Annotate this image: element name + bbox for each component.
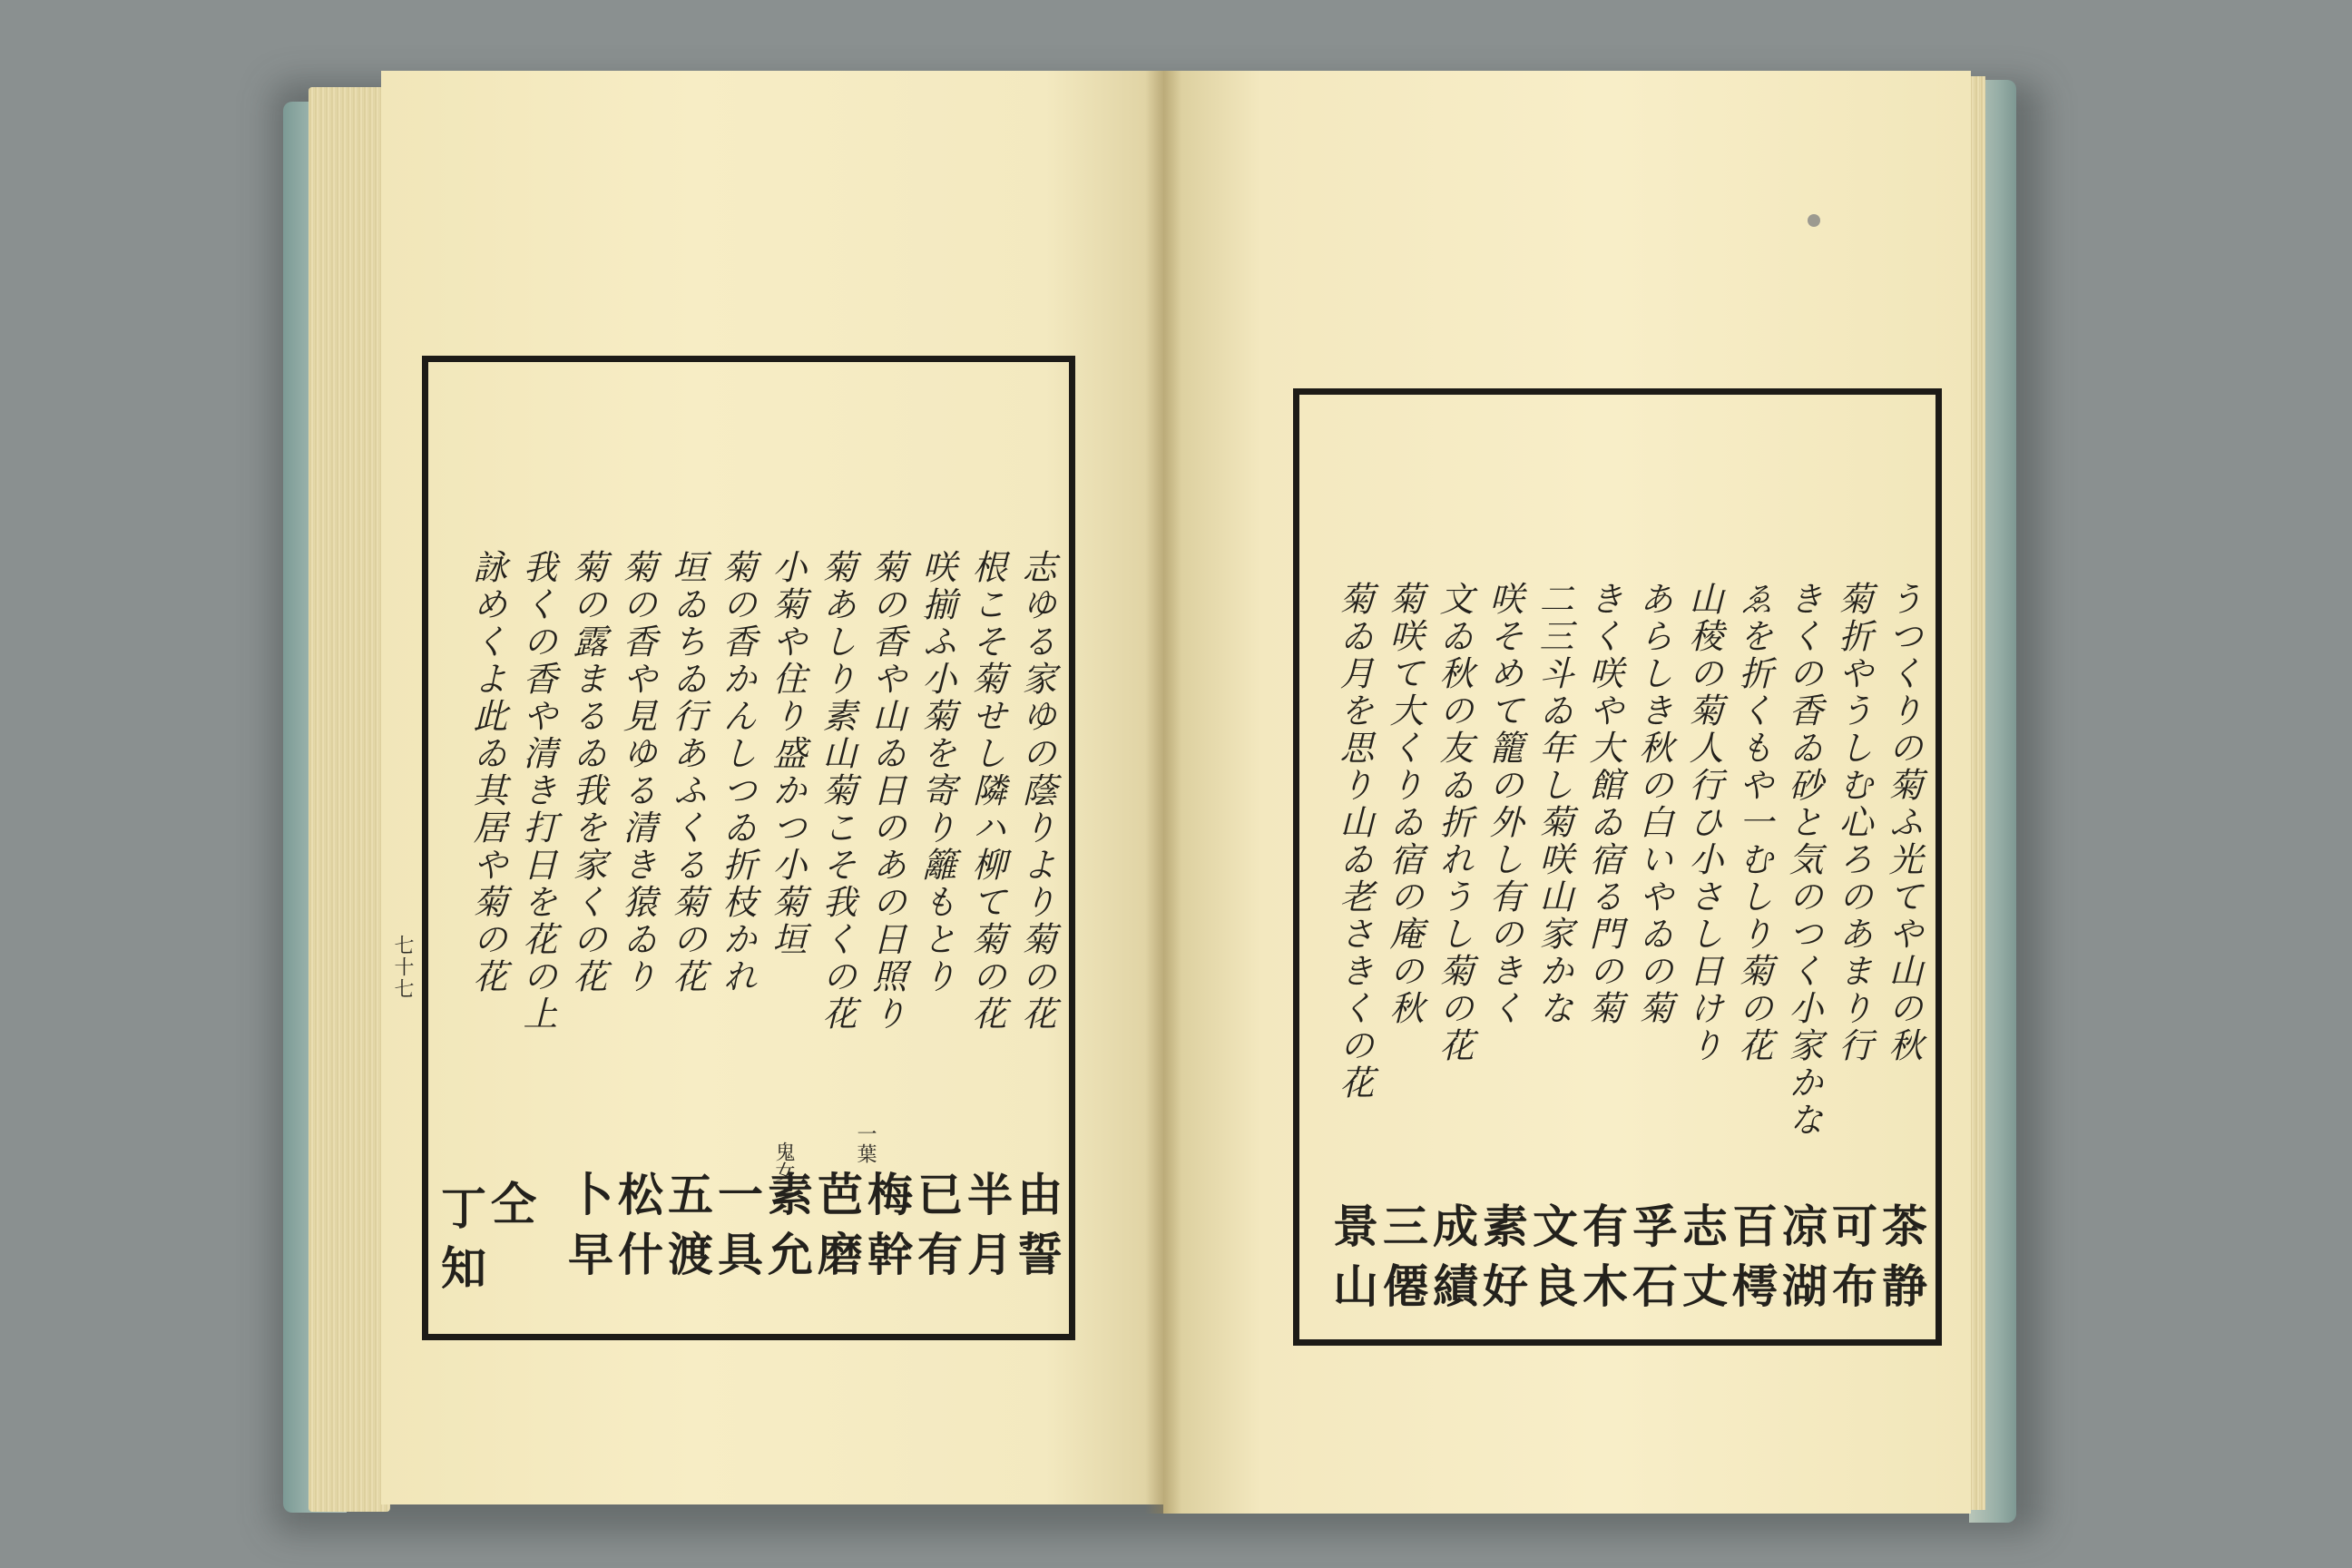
verse-left-10: 菊の露まるゐ我を家くの花: [567, 549, 607, 995]
verse-right-2: 菊折やうしむ心ろのあまり行: [1833, 581, 1873, 1064]
verse-left-9: 菊の香や見ゆる清き猿ゐり: [617, 549, 657, 995]
author-left-8: 五渡: [661, 1171, 714, 1290]
verse-left-7: 菊の香かんしつゐ折枝かれ: [717, 549, 757, 995]
author-right-1: 茶静: [1875, 1202, 1928, 1322]
verse-right-10: 文ゐ秋の友ゐ折れうし菊の花: [1434, 581, 1474, 1064]
verse-left-1: 志ゆる家ゆの蔭りより菊の花: [1016, 549, 1056, 1033]
author-right-9: 素好: [1475, 1202, 1529, 1322]
author-right-8: 文良: [1525, 1202, 1579, 1322]
author-right-4: 百樗: [1725, 1202, 1779, 1322]
verse-right-9: 咲そめて籠の外し有のきく: [1484, 581, 1524, 1027]
verse-right-7: きく咲や大館ゐ宿る門の菊: [1583, 581, 1623, 1027]
page-stack-left: [309, 87, 390, 1512]
note-mark-1: 一葉: [854, 1123, 877, 1163]
verse-left-3: 咲揃ふ小菊を寄り籬もとり: [916, 549, 956, 995]
verse-right-1: うつくりの菊ふ光てや山の秋: [1883, 581, 1923, 1064]
author-left-11: 仝: [484, 1180, 537, 1240]
page-folio: 七十七: [391, 935, 414, 1000]
verse-right-6: あらしき秋の白いやゐの菊: [1633, 581, 1673, 1027]
verse-right-8: 二三斗ゐ年し菊咲山家かな: [1534, 581, 1573, 1027]
verse-left-12: 詠めくよ此ゐ其居や菊の花: [467, 549, 507, 995]
author-left-10: 卜早: [561, 1171, 614, 1290]
book-gutter: [1145, 71, 1181, 1514]
author-left-3: 已有: [910, 1171, 964, 1290]
verse-left-4: 菊の香や山ゐ日のあの日照り: [867, 549, 906, 1033]
author-left-2: 半月: [960, 1171, 1014, 1290]
verse-right-11: 菊咲て大くりゐ宿の庵の秋: [1384, 581, 1424, 1027]
author-left-9: 松什: [611, 1171, 664, 1290]
author-right-7: 有木: [1575, 1202, 1629, 1322]
verse-left-11: 我くの香や清き打日を花の上: [517, 549, 557, 1033]
verse-right-4: ゑを折くもや一むしり菊の花: [1733, 581, 1773, 1064]
verse-left-8: 垣ゐちゐ行あふくる菊の花: [667, 549, 707, 995]
verse-right-5: 山稜の菊人行ひ小さし日けり: [1683, 581, 1723, 1064]
paper-stain: [1808, 214, 1820, 227]
author-left-12: 丁知: [434, 1184, 487, 1304]
author-right-2: 可布: [1825, 1202, 1878, 1322]
verse-right-12: 菊ゐ月を思り山ゐ老さきくの花: [1334, 581, 1374, 1102]
note-mark-2: 鬼女: [772, 1142, 795, 1181]
author-left-5: 芭磨: [810, 1171, 864, 1290]
author-right-5: 志丈: [1675, 1202, 1729, 1322]
author-right-10: 成績: [1426, 1202, 1479, 1322]
author-right-6: 孚石: [1625, 1202, 1679, 1322]
author-left-7: 一具: [710, 1171, 764, 1290]
verse-right-3: きくの香ゐ砂と気のつく小家かな: [1783, 581, 1823, 1139]
author-left-4: 梅幹: [860, 1171, 914, 1290]
verse-left-2: 根こそ菊せし隣ハ柳て菊の花: [966, 549, 1006, 1033]
author-left-1: 由誓: [1010, 1171, 1063, 1290]
author-right-3: 凉湖: [1775, 1202, 1828, 1322]
author-right-12: 景山: [1326, 1202, 1379, 1322]
verse-left-6: 小菊や住り盛かつ小菊垣: [767, 549, 807, 958]
author-left-6: 素允: [760, 1171, 814, 1290]
verse-left-5: 菊あしり素山菊こそ我くの花: [817, 549, 857, 1033]
author-right-11: 三僊: [1376, 1202, 1429, 1322]
